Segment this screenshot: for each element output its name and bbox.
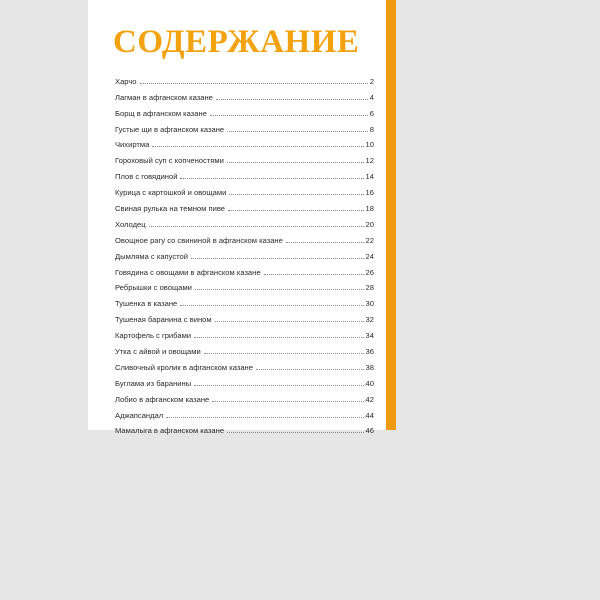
page-title: СОДЕРЖАНИЕ [113,24,360,60]
toc-dot-leader [180,178,363,179]
toc-entry-page-number: 20 [365,219,374,229]
toc-entry-page-number: 16 [365,188,374,198]
toc-dot-leader [191,258,364,259]
toc-entry[interactable] [115,356,374,372]
toc-entry-title: Сливочный кролик в афганском казане [115,362,253,372]
toc-dot-leader [228,210,364,211]
toc-dot-leader [215,321,364,322]
toc-entry[interactable] [115,340,374,356]
toc-entry-page-number: 34 [365,331,374,341]
toc-entry[interactable] [115,292,374,308]
toc-entry-title: Овощное рагу со свининой в афганском казане [115,235,283,245]
toc-dot-leader [229,194,363,195]
toc-entry-page-number: 6 [369,108,374,118]
toc-entry-title: Борщ в афганском казане [115,108,207,118]
toc-entry-title: Мамалыга в афганском казане [115,426,225,436]
toc-entry-page-number: 22 [365,235,374,245]
toc-entry[interactable] [115,181,374,197]
toc-entry-page-number: 38 [365,362,374,372]
toc-entry[interactable] [115,102,374,118]
toc-entry-title: Картофель с грибами [115,331,192,341]
page-accent-bar [386,0,396,430]
toc-entry[interactable] [115,229,374,245]
toc-entry-title: Лагман в афганском казане [115,92,213,102]
toc-entry-page-number: 42 [365,394,374,404]
toc-dot-leader [256,369,364,370]
toc-entry-page-number: 8 [369,124,374,134]
toc-dot-leader [286,242,364,243]
toc-dot-leader [194,385,363,386]
toc-entry-title: Тушенка в казане [115,299,178,309]
toc-dot-leader [204,353,364,354]
toc-entry-title: Свиная рулька на темном пиве [115,204,226,214]
toc-entry[interactable] [115,308,374,324]
toc-entry-title: Аджапсандал [115,410,164,420]
toc-entry-page-number: 40 [365,378,374,388]
toc-entry[interactable] [115,134,374,150]
toc-entry[interactable] [115,70,374,86]
toc-dot-leader [227,162,364,163]
toc-dot-leader [140,83,368,84]
toc-entry-page-number: 32 [365,315,374,325]
toc-entry-title: Говядина с овощами в афганском казане [115,267,261,277]
toc-entry-page-number: 26 [365,267,374,277]
toc-entry-title: Густые щи в афганском казане [115,124,225,134]
toc-entry[interactable] [115,404,374,420]
toc-entry-title: Чихиртма [115,140,150,150]
toc-entry[interactable] [115,86,374,102]
toc-entry-title: Тушеная баранина с вином [115,315,212,325]
toc-entry-page-number: 30 [365,299,374,309]
toc-entry[interactable] [115,213,374,229]
toc-entry-page-number: 10 [365,140,374,150]
toc-dot-leader [194,337,364,338]
toc-entry[interactable] [115,324,374,340]
toc-entry-title: Плов с говядиной [115,172,178,182]
toc-dot-leader [227,131,368,132]
toc-entry-title: Буглама из баранины [115,378,192,388]
toc-entry-title: Гороховый суп с копченостями [115,156,224,166]
toc-entry-title: Дымляма с капустой [115,251,189,261]
toc-entry-page-number: 2 [369,76,374,86]
toc-entry[interactable] [115,420,374,436]
toc-dot-leader [264,274,364,275]
toc-dot-leader [210,115,368,116]
toc-entry-page-number: 28 [365,283,374,293]
toc-entry-page-number: 14 [365,172,374,182]
toc-entry[interactable] [115,388,374,404]
toc-dot-leader [195,289,364,290]
toc-entry-title: Курица с картошкой и овощами [115,188,227,198]
toc-entry-page-number: 46 [365,426,374,436]
toc-entry-page-number: 12 [365,156,374,166]
toc-entry[interactable] [115,372,374,388]
toc-entry-title: Харчо [115,76,137,86]
toc-entry[interactable] [115,118,374,134]
toc-entry-title: Утка с айвой и овощами [115,347,201,357]
toc-dot-leader [180,305,363,306]
toc-dot-leader [212,401,363,402]
toc-entry[interactable] [115,165,374,181]
toc-entry[interactable] [115,261,374,277]
toc-entry[interactable] [115,197,374,213]
toc-dot-leader [216,99,368,100]
toc-dot-leader [152,146,363,147]
toc-entry[interactable] [115,149,374,165]
toc-entry-page-number: 36 [365,347,374,357]
toc-entry-title: Ребрышки с овощами [115,283,192,293]
table-of-contents [115,70,374,435]
toc-entry-page-number: 18 [365,204,374,214]
toc-dot-leader [227,432,364,433]
toc-dot-leader [166,417,363,418]
toc-entry[interactable] [115,277,374,293]
toc-entry-page-number: 4 [369,92,374,102]
toc-dot-leader [149,226,364,227]
toc-entry[interactable] [115,245,374,261]
toc-entry-page-number: 44 [365,410,374,420]
toc-entry-title: Холодец [115,219,146,229]
toc-entry-page-number: 24 [365,251,374,261]
toc-entry-title: Лобио в афганском казане [115,394,210,404]
